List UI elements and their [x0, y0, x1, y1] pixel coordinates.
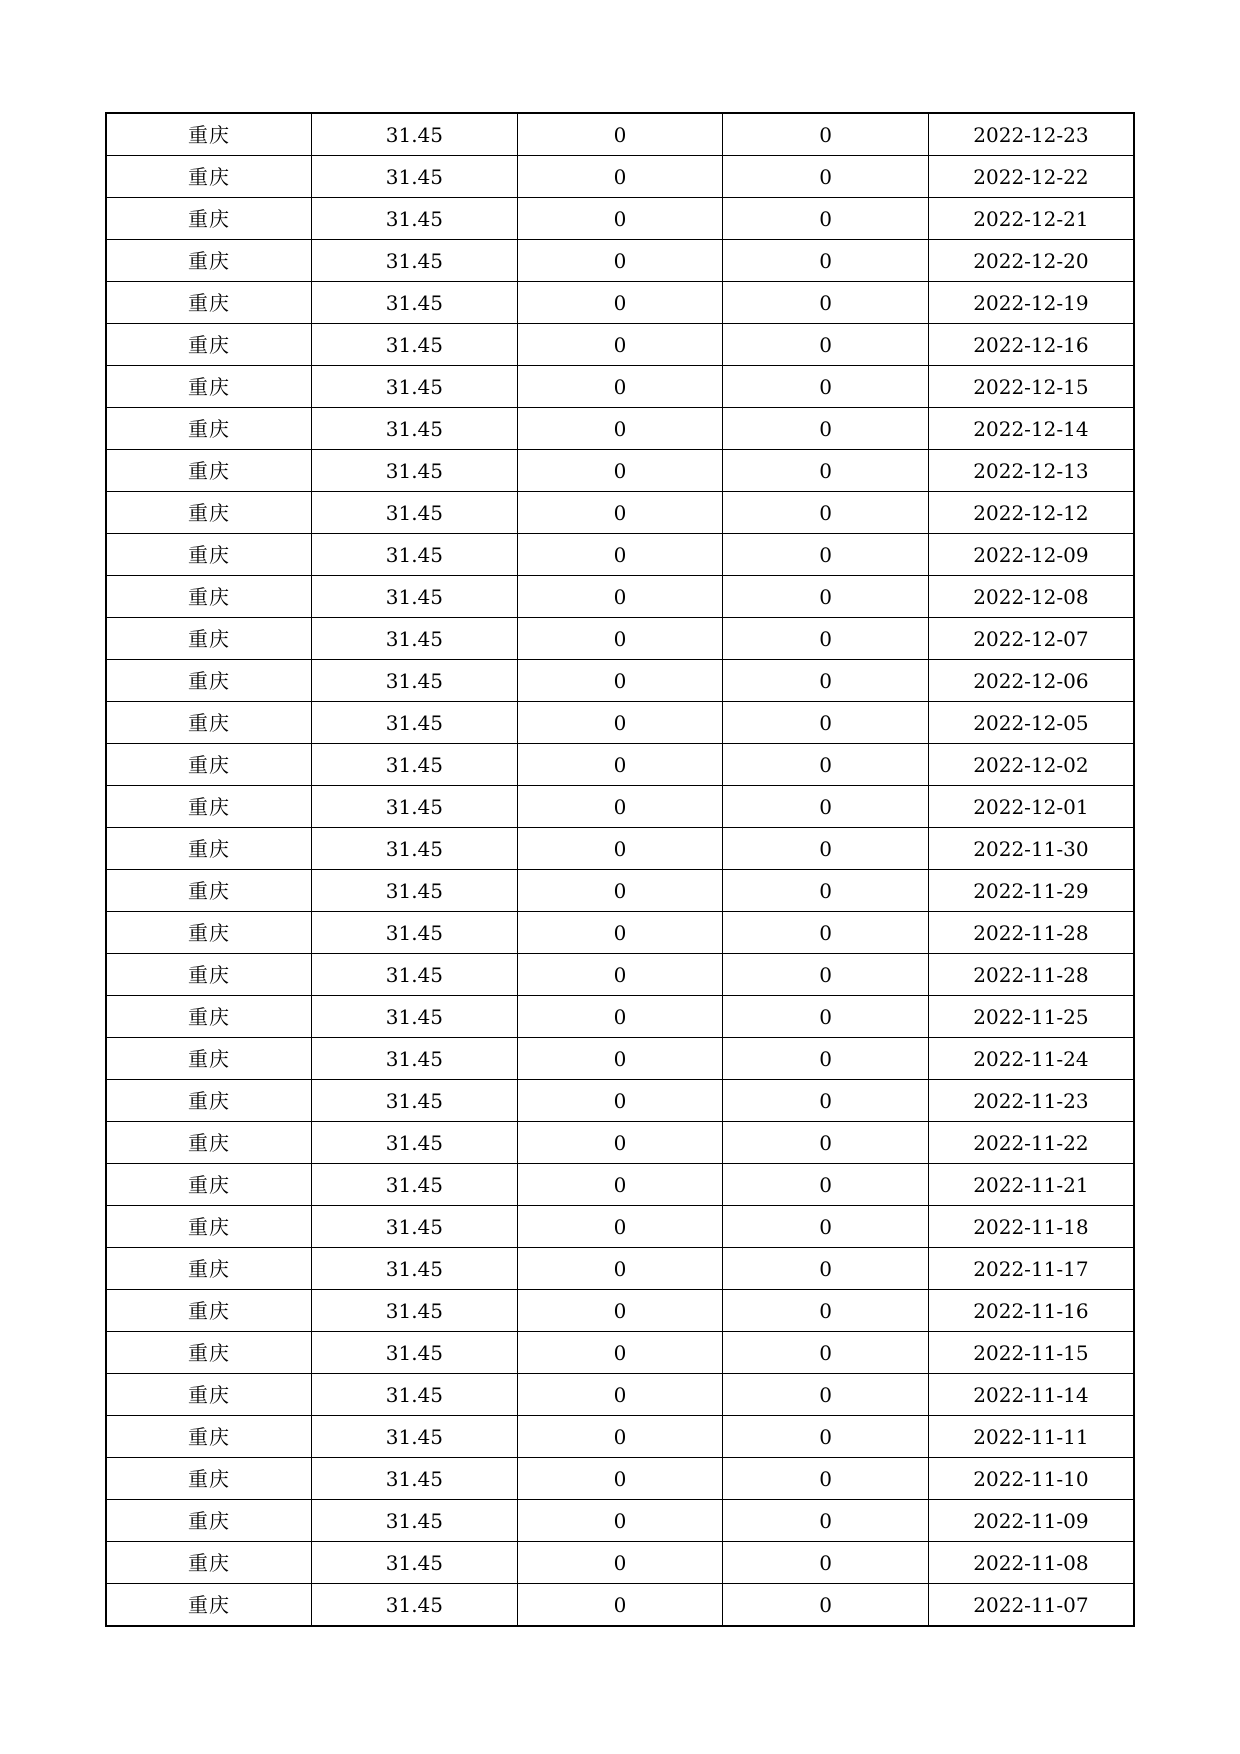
change-cell: 0 — [517, 240, 723, 282]
change-percent-cell: 0 — [723, 744, 929, 786]
date-cell: 2022-11-14 — [928, 1374, 1134, 1416]
change-percent-cell: 0 — [723, 912, 929, 954]
region-cell: 重庆 — [106, 1374, 312, 1416]
date-cell: 2022-11-29 — [928, 870, 1134, 912]
change-cell: 0 — [517, 492, 723, 534]
date-cell: 2022-12-02 — [928, 744, 1134, 786]
region-cell: 重庆 — [106, 1164, 312, 1206]
region-cell: 重庆 — [106, 450, 312, 492]
table-row — [106, 1500, 1134, 1542]
table-row — [106, 660, 1134, 702]
region-cell: 重庆 — [106, 1500, 312, 1542]
value-cell: 31.45 — [312, 1416, 518, 1458]
table-row — [106, 1164, 1134, 1206]
region-cell: 重庆 — [106, 1290, 312, 1332]
change-percent-cell: 0 — [723, 1038, 929, 1080]
change-cell: 0 — [517, 1500, 723, 1542]
value-cell: 31.45 — [312, 996, 518, 1038]
table-row — [106, 534, 1134, 576]
date-cell: 2022-12-12 — [928, 492, 1134, 534]
value-cell: 31.45 — [312, 786, 518, 828]
table-row — [106, 240, 1134, 282]
date-cell: 2022-11-21 — [928, 1164, 1134, 1206]
table-row — [106, 1290, 1134, 1332]
change-cell: 0 — [517, 324, 723, 366]
date-cell: 2022-12-07 — [928, 618, 1134, 660]
value-cell: 31.45 — [312, 156, 518, 198]
value-cell: 31.45 — [312, 912, 518, 954]
change-percent-cell: 0 — [723, 324, 929, 366]
change-percent-cell: 0 — [723, 1122, 929, 1164]
table-row — [106, 828, 1134, 870]
region-cell: 重庆 — [106, 1332, 312, 1374]
change-cell: 0 — [517, 156, 723, 198]
change-cell: 0 — [517, 1164, 723, 1206]
date-cell: 2022-12-21 — [928, 198, 1134, 240]
region-cell: 重庆 — [106, 744, 312, 786]
table-row — [106, 744, 1134, 786]
value-cell: 31.45 — [312, 366, 518, 408]
region-cell: 重庆 — [106, 828, 312, 870]
region-cell: 重庆 — [106, 1038, 312, 1080]
change-cell: 0 — [517, 1038, 723, 1080]
value-cell: 31.45 — [312, 1542, 518, 1584]
change-cell: 0 — [517, 450, 723, 492]
date-cell: 2022-11-24 — [928, 1038, 1134, 1080]
change-percent-cell: 0 — [723, 618, 929, 660]
date-cell: 2022-11-22 — [928, 1122, 1134, 1164]
date-cell: 2022-12-09 — [928, 534, 1134, 576]
change-percent-cell: 0 — [723, 1206, 929, 1248]
value-cell: 31.45 — [312, 576, 518, 618]
date-cell: 2022-11-16 — [928, 1290, 1134, 1332]
table-row — [106, 1038, 1134, 1080]
region-cell: 重庆 — [106, 1206, 312, 1248]
change-cell: 0 — [517, 1248, 723, 1290]
table-row — [106, 1080, 1134, 1122]
value-cell: 31.45 — [312, 1206, 518, 1248]
date-cell: 2022-12-22 — [928, 156, 1134, 198]
date-cell: 2022-11-28 — [928, 912, 1134, 954]
change-percent-cell: 0 — [723, 1542, 929, 1584]
value-cell: 31.45 — [312, 1080, 518, 1122]
value-cell: 31.45 — [312, 618, 518, 660]
change-percent-cell: 0 — [723, 366, 929, 408]
table-row — [106, 1458, 1134, 1500]
region-cell: 重庆 — [106, 1248, 312, 1290]
change-percent-cell: 0 — [723, 1500, 929, 1542]
date-cell: 2022-12-06 — [928, 660, 1134, 702]
date-cell: 2022-12-19 — [928, 282, 1134, 324]
date-cell: 2022-11-18 — [928, 1206, 1134, 1248]
table-row — [106, 1122, 1134, 1164]
date-cell: 2022-11-09 — [928, 1500, 1134, 1542]
date-cell: 2022-11-15 — [928, 1332, 1134, 1374]
change-cell: 0 — [517, 1080, 723, 1122]
table-row — [106, 1374, 1134, 1416]
change-percent-cell: 0 — [723, 954, 929, 996]
change-percent-cell: 0 — [723, 113, 929, 156]
change-cell: 0 — [517, 912, 723, 954]
change-percent-cell: 0 — [723, 1374, 929, 1416]
date-cell: 2022-12-01 — [928, 786, 1134, 828]
region-cell: 重庆 — [106, 198, 312, 240]
date-cell: 2022-11-07 — [928, 1584, 1134, 1627]
change-cell: 0 — [517, 1206, 723, 1248]
change-cell: 0 — [517, 1290, 723, 1332]
date-cell: 2022-11-11 — [928, 1416, 1134, 1458]
value-cell: 31.45 — [312, 1374, 518, 1416]
table-row — [106, 576, 1134, 618]
change-cell: 0 — [517, 198, 723, 240]
date-cell: 2022-11-10 — [928, 1458, 1134, 1500]
region-cell: 重庆 — [106, 954, 312, 996]
region-cell: 重庆 — [106, 1458, 312, 1500]
table-row — [106, 618, 1134, 660]
date-cell: 2022-12-20 — [928, 240, 1134, 282]
change-percent-cell: 0 — [723, 450, 929, 492]
date-cell: 2022-12-15 — [928, 366, 1134, 408]
change-percent-cell: 0 — [723, 1080, 929, 1122]
value-cell: 31.45 — [312, 744, 518, 786]
change-percent-cell: 0 — [723, 828, 929, 870]
change-cell: 0 — [517, 282, 723, 324]
table-row — [106, 1584, 1134, 1627]
table-row — [106, 156, 1134, 198]
change-cell: 0 — [517, 534, 723, 576]
change-cell: 0 — [517, 408, 723, 450]
change-cell: 0 — [517, 660, 723, 702]
region-cell: 重庆 — [106, 408, 312, 450]
region-cell: 重庆 — [106, 912, 312, 954]
region-cell: 重庆 — [106, 1584, 312, 1627]
region-cell: 重庆 — [106, 240, 312, 282]
value-cell: 31.45 — [312, 1500, 518, 1542]
region-cell: 重庆 — [106, 366, 312, 408]
change-cell: 0 — [517, 113, 723, 156]
change-percent-cell: 0 — [723, 408, 929, 450]
change-cell: 0 — [517, 828, 723, 870]
table-row — [106, 1416, 1134, 1458]
change-percent-cell: 0 — [723, 240, 929, 282]
change-percent-cell: 0 — [723, 1332, 929, 1374]
value-cell: 31.45 — [312, 1290, 518, 1332]
date-cell: 2022-12-05 — [928, 702, 1134, 744]
change-percent-cell: 0 — [723, 1416, 929, 1458]
region-cell: 重庆 — [106, 492, 312, 534]
change-percent-cell: 0 — [723, 576, 929, 618]
table-row — [106, 366, 1134, 408]
change-cell: 0 — [517, 744, 723, 786]
region-cell: 重庆 — [106, 618, 312, 660]
table-row — [106, 408, 1134, 450]
table-row — [106, 1542, 1134, 1584]
value-cell: 31.45 — [312, 1038, 518, 1080]
change-cell: 0 — [517, 996, 723, 1038]
change-percent-cell: 0 — [723, 702, 929, 744]
date-cell: 2022-11-23 — [928, 1080, 1134, 1122]
value-cell: 31.45 — [312, 954, 518, 996]
value-cell: 31.45 — [312, 828, 518, 870]
change-cell: 0 — [517, 786, 723, 828]
value-cell: 31.45 — [312, 1584, 518, 1627]
date-cell: 2022-12-14 — [928, 408, 1134, 450]
value-cell: 31.45 — [312, 113, 518, 156]
table-row — [106, 996, 1134, 1038]
date-cell: 2022-11-30 — [928, 828, 1134, 870]
change-percent-cell: 0 — [723, 996, 929, 1038]
table-row — [106, 702, 1134, 744]
change-cell: 0 — [517, 1332, 723, 1374]
change-percent-cell: 0 — [723, 534, 929, 576]
region-cell: 重庆 — [106, 1122, 312, 1164]
value-cell: 31.45 — [312, 534, 518, 576]
table-row — [106, 870, 1134, 912]
region-cell: 重庆 — [106, 1080, 312, 1122]
date-cell: 2022-11-17 — [928, 1248, 1134, 1290]
date-cell: 2022-12-13 — [928, 450, 1134, 492]
change-cell: 0 — [517, 618, 723, 660]
change-cell: 0 — [517, 1542, 723, 1584]
table-row — [106, 954, 1134, 996]
value-cell: 31.45 — [312, 450, 518, 492]
change-percent-cell: 0 — [723, 492, 929, 534]
value-cell: 31.45 — [312, 1332, 518, 1374]
table-row — [106, 324, 1134, 366]
region-cell: 重庆 — [106, 786, 312, 828]
date-cell: 2022-12-23 — [928, 113, 1134, 156]
region-cell: 重庆 — [106, 1542, 312, 1584]
value-cell: 31.45 — [312, 702, 518, 744]
region-cell: 重庆 — [106, 534, 312, 576]
change-percent-cell: 0 — [723, 1248, 929, 1290]
change-percent-cell: 0 — [723, 660, 929, 702]
change-percent-cell: 0 — [723, 1584, 929, 1627]
change-cell: 0 — [517, 366, 723, 408]
change-cell: 0 — [517, 1458, 723, 1500]
change-percent-cell: 0 — [723, 156, 929, 198]
region-cell: 重庆 — [106, 702, 312, 744]
value-cell: 31.45 — [312, 1164, 518, 1206]
table-body — [106, 113, 1134, 1626]
region-cell: 重庆 — [106, 156, 312, 198]
date-cell: 2022-11-28 — [928, 954, 1134, 996]
value-cell: 31.45 — [312, 1122, 518, 1164]
region-cell: 重庆 — [106, 113, 312, 156]
change-percent-cell: 0 — [723, 870, 929, 912]
date-cell: 2022-12-08 — [928, 576, 1134, 618]
change-percent-cell: 0 — [723, 282, 929, 324]
change-cell: 0 — [517, 702, 723, 744]
table-row — [106, 1248, 1134, 1290]
change-percent-cell: 0 — [723, 1290, 929, 1332]
region-cell: 重庆 — [106, 996, 312, 1038]
change-cell: 0 — [517, 1122, 723, 1164]
change-cell: 0 — [517, 1416, 723, 1458]
change-percent-cell: 0 — [723, 1458, 929, 1500]
table-row — [106, 1332, 1134, 1374]
value-cell: 31.45 — [312, 870, 518, 912]
table-row — [106, 912, 1134, 954]
value-cell: 31.45 — [312, 324, 518, 366]
value-cell: 31.45 — [312, 198, 518, 240]
date-cell: 2022-12-16 — [928, 324, 1134, 366]
change-percent-cell: 0 — [723, 786, 929, 828]
date-cell: 2022-11-08 — [928, 1542, 1134, 1584]
table-row — [106, 113, 1134, 156]
region-cell: 重庆 — [106, 1416, 312, 1458]
table-row — [106, 198, 1134, 240]
value-cell: 31.45 — [312, 1248, 518, 1290]
region-cell: 重庆 — [106, 282, 312, 324]
value-cell: 31.45 — [312, 240, 518, 282]
value-cell: 31.45 — [312, 282, 518, 324]
change-percent-cell: 0 — [723, 198, 929, 240]
region-cell: 重庆 — [106, 576, 312, 618]
change-cell: 0 — [517, 870, 723, 912]
value-cell: 31.45 — [312, 1458, 518, 1500]
table-row — [106, 1206, 1134, 1248]
value-cell: 31.45 — [312, 408, 518, 450]
change-cell: 0 — [517, 1584, 723, 1627]
data-table — [105, 112, 1135, 1627]
value-cell: 31.45 — [312, 492, 518, 534]
table-row — [106, 492, 1134, 534]
change-cell: 0 — [517, 1374, 723, 1416]
table-row — [106, 450, 1134, 492]
change-percent-cell: 0 — [723, 1164, 929, 1206]
region-cell: 重庆 — [106, 660, 312, 702]
region-cell: 重庆 — [106, 324, 312, 366]
change-cell: 0 — [517, 954, 723, 996]
date-cell: 2022-11-25 — [928, 996, 1134, 1038]
region-cell: 重庆 — [106, 870, 312, 912]
value-cell: 31.45 — [312, 660, 518, 702]
table-row — [106, 786, 1134, 828]
change-cell: 0 — [517, 576, 723, 618]
table-row — [106, 282, 1134, 324]
